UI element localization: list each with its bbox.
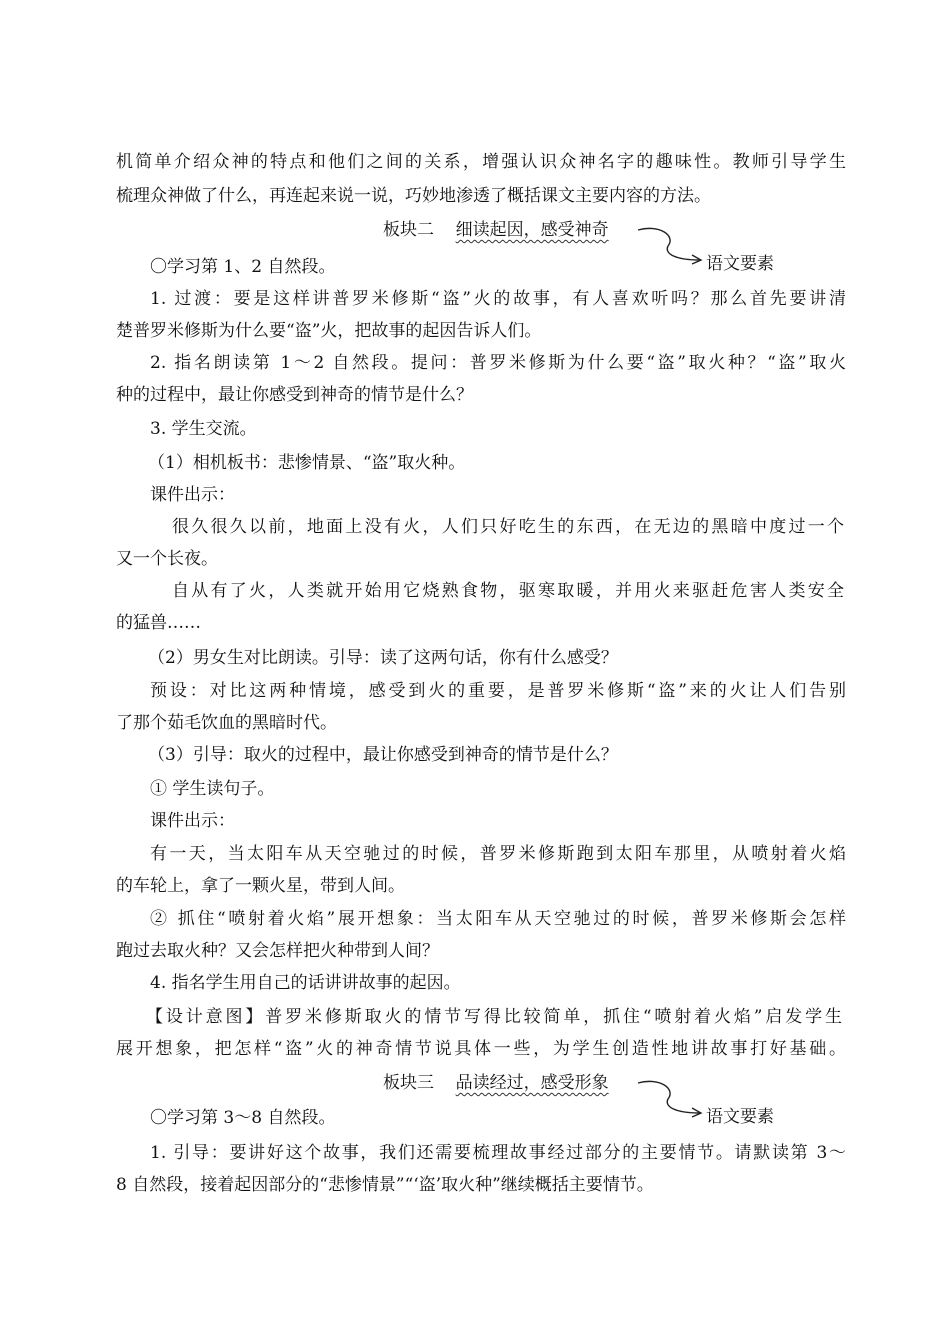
design-intent-line2: 展开想象，把怎样“盗”火的神奇情节说具体一些，为学生创造性地讲故事打好基础。 [116, 1039, 846, 1059]
intro-line-2: 梳理众神做了什么，再连起来说一说，巧妙地渗透了概括课文主要内容的方法。 [116, 186, 711, 206]
section3-study: 〇学习第 3～8 自然段。 [150, 1108, 336, 1128]
section3-heading [383, 1072, 609, 1094]
section2-heading-title: 细读起因，感受神奇 [455, 220, 609, 240]
section2-p3-3: （3）引导：取火的过程中，最让你感受到神奇的情节是什么？ [148, 745, 618, 765]
quote1-line2: 又一个长夜。 [116, 549, 218, 569]
design-intent-line1: 【设计意图】普罗米修斯取火的情节写得比较简单，抓住“喷射着火焰”启发学生 [146, 1007, 842, 1027]
section2-p1-line2: 楚普罗米修斯为什么要“盗”火，把故事的起因告诉人们。 [116, 321, 542, 341]
quote1-line1: 很久很久以前，地面上没有火，人们只好吃生的东西，在无边的黑暗中度过一个 [172, 517, 844, 537]
section3-p1-line1: 1. 引导：要讲好这个故事，我们还需要梳理故事经过部分的主要情节。请默读第 3～ [150, 1143, 846, 1163]
step2-line2: 跑过去取火种？又会怎样把火种带到人间？ [116, 941, 439, 961]
quote3-line2: 的车轮上，拿了一颗火星，带到人间。 [116, 876, 405, 896]
section3-tag: 语文要素 [706, 1107, 774, 1127]
courseware-label-2: 课件出示： [150, 811, 235, 831]
section3-p1-line2: 8 自然段，接着起因部分的“悲惨情景”“‘盗’取火种”继续概括主要情节。 [116, 1175, 654, 1195]
courseware-label-1: 课件出示： [150, 485, 235, 505]
preset-line2: 了那个茹毛饮血的黑暗时代。 [116, 713, 337, 733]
section2-p3-1: （1）相机板书：悲惨情景、“盗”取火种。 [148, 453, 466, 473]
intro-line-1: 机简单介绍众神的特点和他们之间的关系，增强认识众神名字的趣味性。教师引导学生 [116, 152, 846, 172]
quote3-line1: 有一天，当太阳车从天空驰过的时候，普罗米修斯跑到太阳车那里，从喷射着火焰 [150, 844, 846, 864]
preset-line1: 预设：对比这两种情境，感受到火的重要，是普罗米修斯“盗”来的火让人们告别 [150, 681, 846, 701]
section2-study: 〇学习第 1、2 自然段。 [150, 257, 336, 277]
section2-tag: 语文要素 [706, 254, 774, 274]
section2-p3: 3. 学生交流。 [150, 419, 257, 439]
section2-p1-line1: 1. 过渡：要是这样讲普罗米修斯“盗”火的故事，有人喜欢听吗？那么首先要讲清 [150, 289, 846, 309]
quote2-line1: 自从有了火，人类就开始用它烧熟食物，驱寒取暖，并用火来驱赶危害人类安全 [172, 581, 844, 601]
section2-p2-line2: 种的过程中，最让你感受到神奇的情节是什么？ [116, 385, 473, 405]
section3-heading-prefix: 板块三 [383, 1073, 434, 1093]
section2-p2-line1: 2. 指名朗读第 1～2 自然段。提问：普罗米修斯为什么要“盗”取火种？“盗”取火 [150, 353, 846, 373]
quote2-line2: 的猛兽…… [116, 613, 201, 633]
section3-heading-title: 品读经过，感受形象 [455, 1073, 609, 1093]
step2-line1: ② 抓住“喷射着火焰”展开想象：当太阳车从天空驰过的时候，普罗米修斯会怎样 [150, 909, 846, 929]
section2-heading-prefix: 板块二 [383, 220, 434, 240]
section2-p4: 4. 指名学生用自己的话讲讲故事的起因。 [150, 973, 461, 993]
section2-heading [383, 219, 609, 241]
step1: ① 学生读句子。 [150, 779, 275, 799]
section2-p3-2: （2）男女生对比朗读。引导：读了这两句话，你有什么感受？ [148, 648, 618, 668]
